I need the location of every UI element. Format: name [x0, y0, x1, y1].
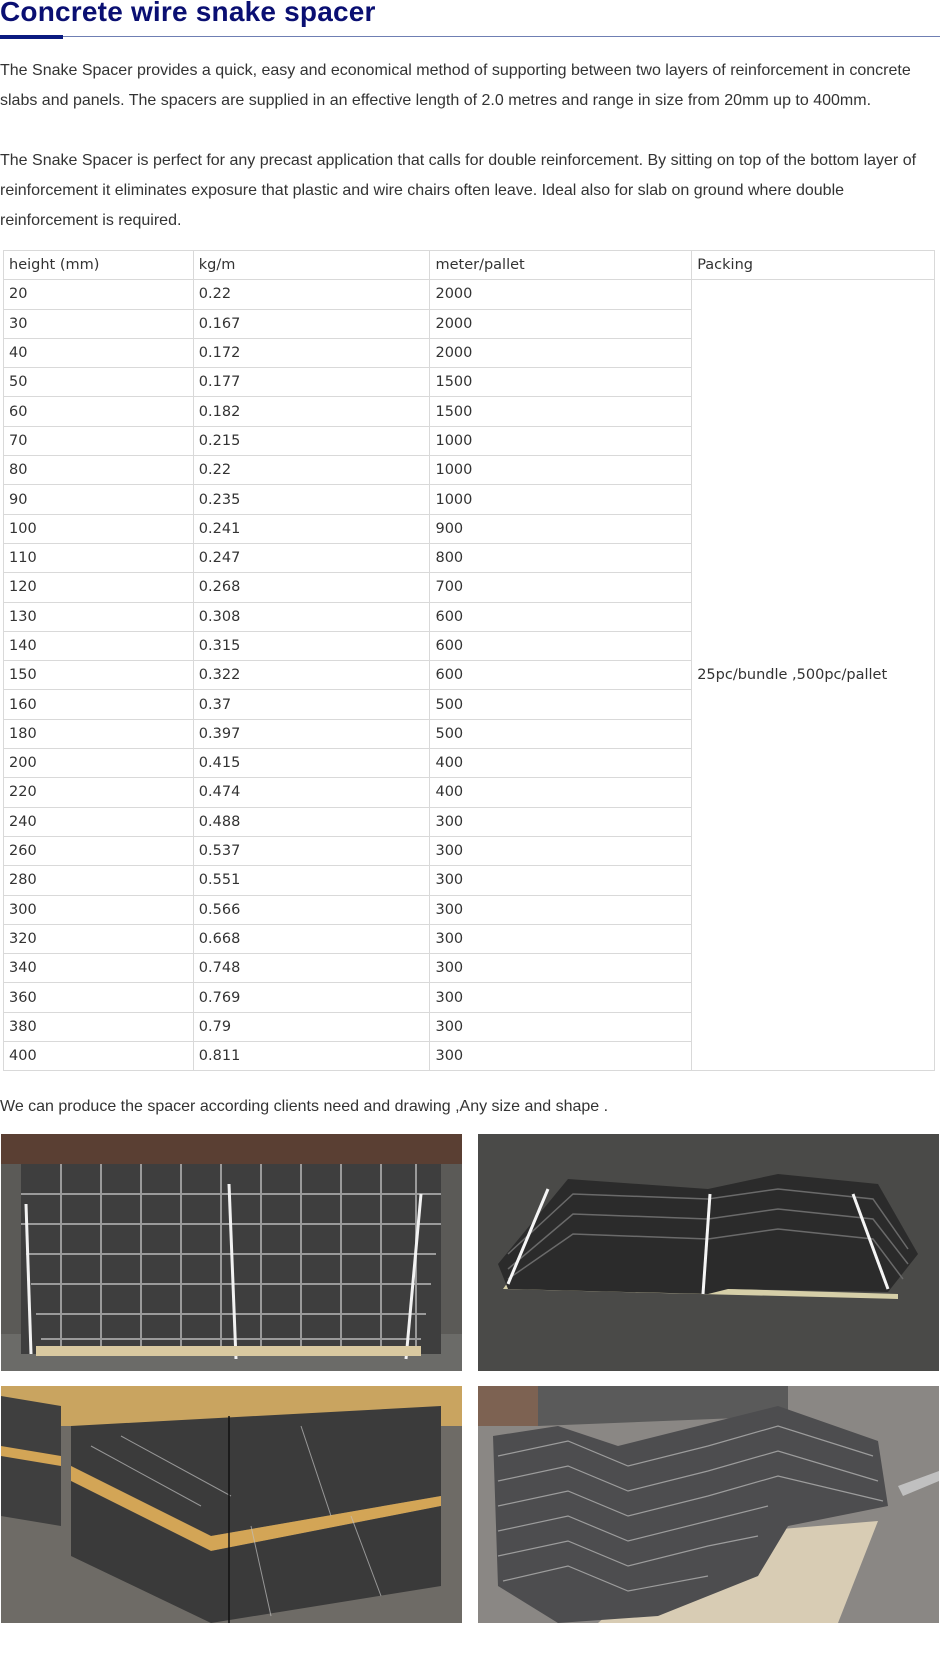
- cell-kg-per-m: 0.268: [193, 573, 430, 602]
- spec-table-body: [4, 280, 935, 1071]
- cell-height: 380: [4, 1012, 194, 1041]
- cell-kg-per-m: 0.182: [193, 397, 430, 426]
- cell-height: 100: [4, 514, 194, 543]
- cell-height: 150: [4, 661, 194, 690]
- cell-height: 80: [4, 456, 194, 485]
- cell-height: 30: [4, 309, 194, 338]
- cell-height: 340: [4, 954, 194, 983]
- cell-meter-per-pallet: 800: [430, 543, 692, 572]
- cell-meter-per-pallet: 300: [430, 924, 692, 953]
- cell-kg-per-m: 0.537: [193, 836, 430, 865]
- cell-height: 110: [4, 543, 194, 572]
- cell-meter-per-pallet: 400: [430, 778, 692, 807]
- cell-kg-per-m: 0.488: [193, 807, 430, 836]
- cell-kg-per-m: 0.811: [193, 1042, 430, 1071]
- cell-meter-per-pallet: 1500: [430, 397, 692, 426]
- cell-kg-per-m: 0.397: [193, 719, 430, 748]
- cell-height: 400: [4, 1042, 194, 1071]
- spec-table: [3, 250, 935, 1071]
- cell-kg-per-m: 0.769: [193, 983, 430, 1012]
- cell-meter-per-pallet: 1000: [430, 456, 692, 485]
- cell-height: 300: [4, 895, 194, 924]
- header-kg-per-m: kg/m: [193, 251, 430, 280]
- photo-image: [478, 1386, 939, 1623]
- cell-height: 280: [4, 866, 194, 895]
- cell-kg-per-m: 0.172: [193, 338, 430, 367]
- cell-height: 50: [4, 368, 194, 397]
- cell-kg-per-m: 0.215: [193, 426, 430, 455]
- cell-meter-per-pallet: 2000: [430, 309, 692, 338]
- photo-bundled-spacers: [478, 1134, 939, 1371]
- cell-kg-per-m: 0.315: [193, 631, 430, 660]
- cell-meter-per-pallet: 300: [430, 895, 692, 924]
- header-meter-per-pallet: meter/pallet: [430, 251, 692, 280]
- cell-kg-per-m: 0.668: [193, 924, 430, 953]
- cell-height: 220: [4, 778, 194, 807]
- cell-height: 140: [4, 631, 194, 660]
- cell-height: 130: [4, 602, 194, 631]
- cell-kg-per-m: 0.308: [193, 602, 430, 631]
- cell-kg-per-m: 0.37: [193, 690, 430, 719]
- cell-height: 120: [4, 573, 194, 602]
- cell-height: 160: [4, 690, 194, 719]
- cell-meter-per-pallet: 600: [430, 602, 692, 631]
- cell-kg-per-m: 0.566: [193, 895, 430, 924]
- cell-meter-per-pallet: 600: [430, 661, 692, 690]
- cell-height: 260: [4, 836, 194, 865]
- cell-height: 20: [4, 280, 194, 309]
- cell-meter-per-pallet: 500: [430, 719, 692, 748]
- cell-meter-per-pallet: 300: [430, 983, 692, 1012]
- cell-kg-per-m: 0.474: [193, 778, 430, 807]
- cell-kg-per-m: 0.247: [193, 543, 430, 572]
- cell-meter-per-pallet: 300: [430, 807, 692, 836]
- cell-height: 90: [4, 485, 194, 514]
- cell-height: 200: [4, 749, 194, 778]
- cell-height: 240: [4, 807, 194, 836]
- title-accent-bar: [0, 35, 63, 39]
- cell-meter-per-pallet: 2000: [430, 338, 692, 367]
- cell-kg-per-m: 0.748: [193, 954, 430, 983]
- intro-paragraph-2: The Snake Spacer is perfect for any precast application that calls for double reinforcement. By sitting on top of the bottom layer of reinforcement it eliminates exposure that plastic and wire chairs often leave. Ideal also for slab on ground where double reinforcement is required.: [0, 152, 917, 229]
- photo-image: [478, 1134, 939, 1371]
- cell-meter-per-pallet: 1500: [430, 368, 692, 397]
- cell-kg-per-m: 0.167: [193, 309, 430, 338]
- cell-height: 60: [4, 397, 194, 426]
- title-divider: [0, 36, 940, 37]
- photo-wrapped-pallets: [1, 1386, 462, 1623]
- photo-spacer-stack-angled: [478, 1386, 939, 1623]
- cell-meter-per-pallet: 300: [430, 836, 692, 865]
- photo-image: [1, 1386, 462, 1623]
- cell-kg-per-m: 0.79: [193, 1012, 430, 1041]
- custom-note: We can produce the spacer according clients need and drawing ,Any size and shape .: [0, 1098, 609, 1115]
- page-title: Concrete wire snake spacer: [0, 0, 376, 27]
- cell-packing: 25pc/bundle ,500pc/pallet: [692, 280, 935, 1071]
- cell-meter-per-pallet: 1000: [430, 426, 692, 455]
- cell-meter-per-pallet: 600: [430, 631, 692, 660]
- cell-meter-per-pallet: 300: [430, 1012, 692, 1041]
- cell-meter-per-pallet: 1000: [430, 485, 692, 514]
- cell-meter-per-pallet: 900: [430, 514, 692, 543]
- page-header: [0, 0, 940, 40]
- photo-stacked-spacers: [1, 1134, 462, 1371]
- cell-meter-per-pallet: 700: [430, 573, 692, 602]
- cell-height: 320: [4, 924, 194, 953]
- cell-kg-per-m: 0.322: [193, 661, 430, 690]
- header-height: height (mm): [4, 251, 194, 280]
- cell-height: 40: [4, 338, 194, 367]
- cell-kg-per-m: 0.22: [193, 280, 430, 309]
- cell-kg-per-m: 0.415: [193, 749, 430, 778]
- cell-kg-per-m: 0.241: [193, 514, 430, 543]
- cell-kg-per-m: 0.177: [193, 368, 430, 397]
- cell-meter-per-pallet: 300: [430, 866, 692, 895]
- cell-kg-per-m: 0.551: [193, 866, 430, 895]
- cell-height: 180: [4, 719, 194, 748]
- header-packing: Packing: [692, 251, 935, 280]
- cell-meter-per-pallet: 2000: [430, 280, 692, 309]
- photo-image: [1, 1134, 462, 1371]
- cell-meter-per-pallet: 500: [430, 690, 692, 719]
- cell-height: 360: [4, 983, 194, 1012]
- cell-meter-per-pallet: 400: [430, 749, 692, 778]
- cell-height: 70: [4, 426, 194, 455]
- cell-kg-per-m: 0.235: [193, 485, 430, 514]
- table-row: [4, 280, 935, 309]
- cell-meter-per-pallet: 300: [430, 954, 692, 983]
- cell-meter-per-pallet: 300: [430, 1042, 692, 1071]
- intro-paragraph-1: The Snake Spacer provides a quick, easy and economical method of supporting between two layers of reinforcement in concrete slabs and panels. The spacers are supplied in an effective length of 2.0 metres and range in size from 20mm up to 400mm.: [0, 62, 911, 109]
- table-header-row: [4, 251, 935, 280]
- cell-kg-per-m: 0.22: [193, 456, 430, 485]
